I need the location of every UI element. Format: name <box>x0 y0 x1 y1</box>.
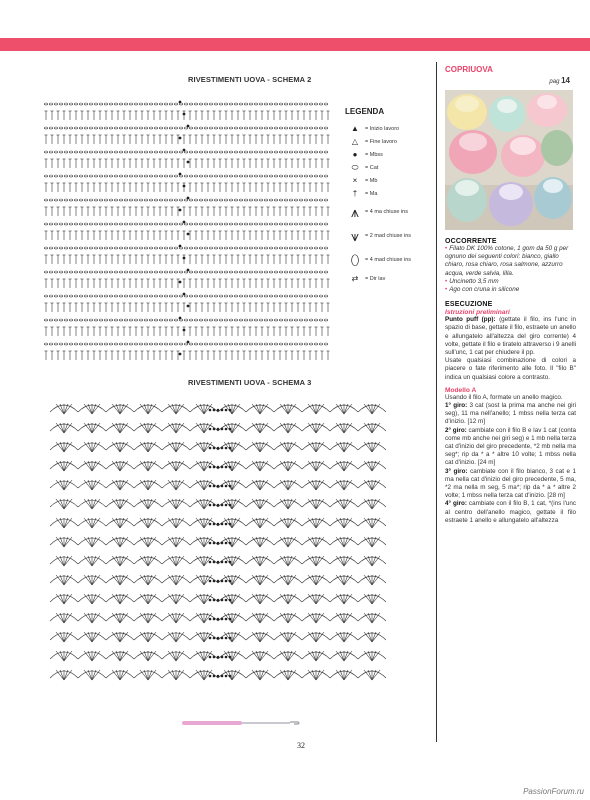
puff-stitch-icon: ⬯ <box>350 251 360 268</box>
round-instruction <box>445 468 576 501</box>
round-instruction <box>445 427 576 468</box>
legend-item <box>345 187 435 200</box>
legend-item <box>345 148 435 161</box>
legend-item <box>345 224 435 248</box>
legend-label: = Fine lavoro <box>365 138 397 145</box>
egg-covers-photo <box>445 90 573 230</box>
preliminary-heading: Istruzioni preliminari <box>445 309 510 317</box>
page-reference <box>549 76 570 85</box>
legend-title: LEGENDA <box>345 107 385 116</box>
round-instruction <box>445 500 576 525</box>
material-item <box>445 278 576 286</box>
legend-label: = Ma <box>365 190 378 197</box>
pattern-sidebar <box>436 62 576 742</box>
legend <box>345 107 435 285</box>
single-crochet-icon: × <box>352 176 358 185</box>
double-crochet-icon: † <box>352 189 358 198</box>
legend-item <box>345 200 435 224</box>
legend-label: = Mb <box>365 177 378 184</box>
puff-stitch-term: Punto puff (pp): <box>445 316 496 324</box>
crochet-diagram-schema-2 <box>40 92 340 370</box>
legend-label: = 4 mad chiuse ins <box>365 257 412 263</box>
page-number: 32 <box>297 741 305 750</box>
legend-item <box>345 174 435 187</box>
round-label: 1° giro: <box>445 402 468 410</box>
round-text: cambiate con il filo B e lav 1 cat (conta come mb anche nei giri seg) e 1 mb nella terza cat d'inizio del giro precedente, *2 mb nella ma seg*; rip da * a * altre 10 volte; 1 mbss nella cat d'inizio. [24 m] <box>445 426 577 467</box>
round-label: 3° giro: <box>445 467 468 475</box>
crochet-hook-illustration <box>182 718 302 728</box>
bullet-icon: • <box>445 245 448 252</box>
two-tr-cluster-icon: ⩛ <box>351 227 359 244</box>
round-label: 4° giro: <box>445 500 467 508</box>
material-text: Filato DK 100% cotone, 1 gom da 50 g per ognuno dei seguenti colori: bianco, giallo chiaro, rosa chiaro, rosa salmone, azzurro acqua, verde salvia, lilla. <box>445 245 569 277</box>
material-item <box>445 286 576 294</box>
pattern-title: COPRIUOVA <box>445 65 493 74</box>
bullet-icon: • <box>445 286 448 294</box>
material-item <box>445 245 576 278</box>
round-text: 3 cat (sost la prima ma anche nei giri seg), 11 ma nell'anello; 1 mbss nella terza cat d'inizio. [12 m] <box>445 402 576 426</box>
model-intro: Usando il filo A, formate un anello magico. <box>445 393 563 401</box>
direction-icon: ⇄ <box>351 274 359 283</box>
legend-label: = Inizio lavoro <box>365 125 400 132</box>
material-text: Ago con cruna in silicone <box>449 286 520 294</box>
legend-label: = Cat <box>365 164 379 171</box>
slip-stitch-icon: ● <box>352 150 358 159</box>
material-text: Uncinetto 3,5 mm <box>449 277 499 285</box>
bullet-icon: • <box>445 277 448 285</box>
legend-item <box>345 161 435 174</box>
end-icon: △ <box>351 137 359 146</box>
puff-stitch-text: (gettate il filo, ins l'unc in spazio di base, gettate il filo, estraete un anello e allungatelo all'altezza del giro corrente) 4 volte, gettate il filo e tiratelo attraverso i 9 anelli sull'unc, 1 cat per chiudere il pp. <box>445 316 576 357</box>
legend-label: = 2 mad chiuse ins <box>365 233 412 239</box>
watermark: PassionForum.ru <box>523 787 584 796</box>
model-heading: Modello A <box>445 386 477 394</box>
legend-item <box>345 135 435 148</box>
page-prefix: pag <box>549 79 560 85</box>
legend-label: = 4 ma chiuse ins <box>365 209 408 215</box>
page-reference-number: 14 <box>561 76 570 85</box>
four-dc-cluster-icon: ⩚ <box>351 203 359 220</box>
round-instruction <box>445 402 576 427</box>
header-band <box>0 38 590 51</box>
start-icon: ▲ <box>351 124 359 133</box>
legend-label: = Mbss <box>365 151 383 158</box>
legend-label: = Dir lav <box>365 275 386 282</box>
legend-item <box>345 122 435 135</box>
legend-item <box>345 272 435 285</box>
legend-item <box>345 248 435 272</box>
colors-paragraph: Usate qualsiasi combinazione di colori a piacere o fate riferimento alle foto. Il "filo B" indica un qualsiasi colore a contrasto. <box>445 357 576 381</box>
round-text: cambiate con il filo B, 1 cat, *(ins l'unc al centro dell'anello magico, gettate il filo estraete 1 anello e allungatelo all'altezza <box>445 500 577 524</box>
puff-stitch-paragraph <box>445 316 576 357</box>
execution-heading: ESECUZIONE <box>445 301 493 309</box>
materials-heading: OCCORRENTE <box>445 238 497 245</box>
round-text: cambiate con il filo bianco, 3 cat e 1 ma nella cat d'inizio del giro precedente, 5 ma, *2 ma nella m seg, 5 ma*; rip da * a * altre 2 volte; 1 mbss nella terza cat d'inizio. [28 m] <box>445 467 576 500</box>
schema-2-title: RIVESTIMENTI UOVA - SCHEMA 2 <box>188 75 312 84</box>
round-label: 2° giro: <box>445 426 467 434</box>
chain-icon: ⬭ <box>351 162 359 172</box>
crochet-diagram-schema-3 <box>40 392 400 692</box>
schema-3-title: RIVESTIMENTI UOVA - SCHEMA 3 <box>188 378 312 387</box>
